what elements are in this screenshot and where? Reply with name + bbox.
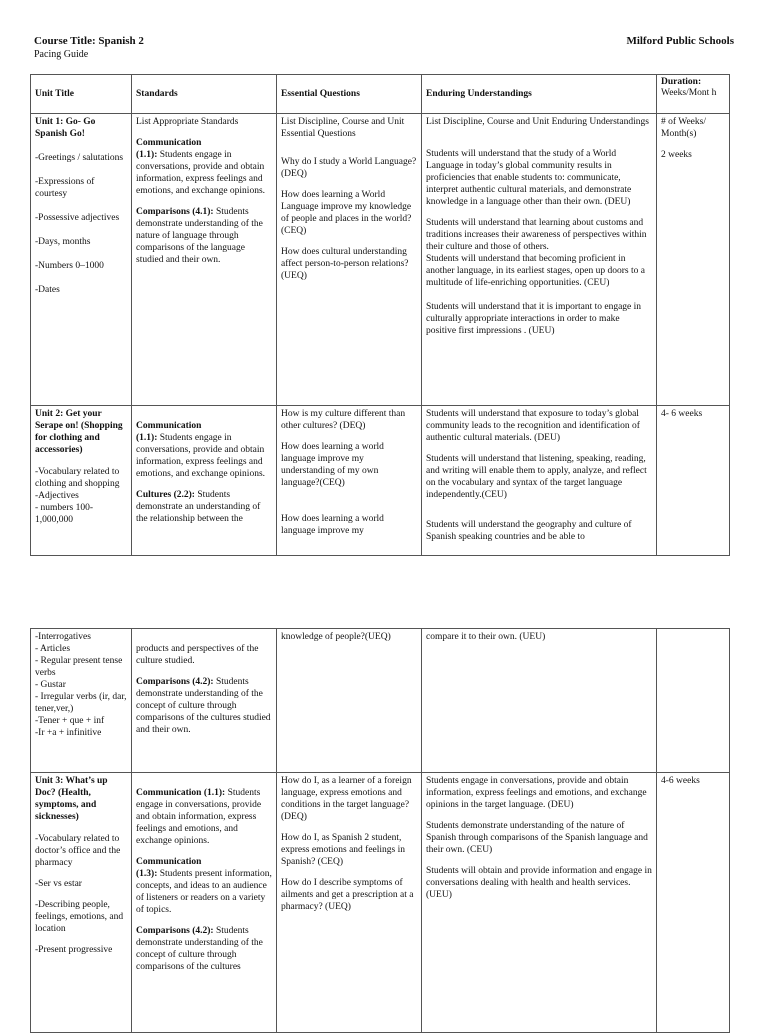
standard-text: Students engage in conversations, provide and obtain information, express feelings and emotions, and exchange opinions. bbox=[136, 150, 266, 196]
unit2-topic: -Adjectives bbox=[35, 491, 79, 501]
unit3-questions-cell bbox=[277, 773, 422, 1033]
unit1-comparisons bbox=[136, 206, 272, 266]
unit3-topic: -Present progressive bbox=[35, 945, 113, 955]
unit2-title-cell-cont bbox=[31, 629, 132, 773]
unit3-topic: -Ser vs estar bbox=[35, 879, 82, 889]
unit3-comparisons bbox=[136, 925, 272, 973]
unit2-topic: - Irregular verbs (ir, dar, tener,ver,) bbox=[35, 692, 127, 714]
course-title: Course Title: Spanish 2 bbox=[34, 35, 144, 47]
enduring-understanding: Students will understand that learning about customs and traditions increases their awareness of perspectives within their culture and those of others. bbox=[426, 218, 647, 252]
pacing-guide-label: Pacing Guide bbox=[34, 49, 89, 60]
pacing-table-page2 bbox=[30, 628, 730, 1033]
unit3-topic: -Describing people, feelings, emotions, and location bbox=[35, 900, 124, 934]
unit3-title: Unit 3: What’s up Doc? (Health, symptoms, and sicknesses) bbox=[35, 776, 108, 822]
unit2-topic: - numbers 100-1,000,000 bbox=[35, 503, 94, 525]
essential-question: How is my culture different than other cultures? (DEQ) bbox=[281, 409, 406, 431]
unit2-title-cell bbox=[31, 406, 132, 556]
comparisons-label: Comparisons (4.2): bbox=[136, 677, 214, 687]
table-row-unit2 bbox=[31, 406, 730, 556]
unit1-standards-cell bbox=[132, 114, 277, 406]
enduring-understanding: Students demonstrate understanding of the nature of Spanish through comparisons of the Spanish language and their own. (CEU) bbox=[426, 821, 648, 855]
unit2-topic: -Ir +a + infinitive bbox=[35, 728, 102, 738]
unit2-questions-cell bbox=[277, 406, 422, 556]
unit2-standards-cell bbox=[132, 406, 277, 556]
communication-label: Communication bbox=[136, 857, 202, 867]
unit1-topic: -Dates bbox=[35, 285, 60, 295]
unit2-topic: - Gustar bbox=[35, 680, 66, 690]
standard-text: products and perspectives of the culture studied. bbox=[136, 644, 259, 666]
enduring-understanding: Students will understand that listening, speaking, reading, and writing will enable them to apply, analyze, and reflect on the vocabulary and syntax of the target language independently.(CEU) bbox=[426, 454, 647, 500]
unit2-questions-cell-cont bbox=[277, 629, 422, 773]
standard-text: Students demonstrate understanding of the nature of language through comparisons of the language studied and their own. bbox=[136, 207, 263, 265]
essential-question: knowledge of people?(UEQ) bbox=[281, 632, 391, 642]
comparisons-label: Comparisons (4.1): bbox=[136, 207, 214, 217]
unit3-title-cell bbox=[31, 773, 132, 1033]
duration-value: 4-6 weeks bbox=[661, 776, 700, 786]
unit2-topic: - Articles bbox=[35, 644, 71, 654]
unit2-understandings-cell-cont bbox=[422, 629, 657, 773]
standard-code: (1.3): bbox=[136, 869, 158, 879]
col-standards: Standards bbox=[132, 75, 277, 114]
duration-value: 2 weeks bbox=[661, 150, 692, 160]
unit2-title: Unit 2: Get your Serape on! (Shopping for clothing and accessories) bbox=[35, 409, 123, 455]
enduring-understanding: Students will understand that exposure to today’s global community leads to the recognition and identification of authentic cultural materials. (DEU) bbox=[426, 409, 640, 443]
col-essential-questions: Essential Questions bbox=[277, 75, 422, 114]
unit1-questions-cell bbox=[277, 114, 422, 406]
unit1-topic: -Days, months bbox=[35, 237, 91, 247]
unit2-topic: -Interrogatives bbox=[35, 632, 91, 642]
unit1-eu-intro: List Discipline, Course and Unit Enduring Understandings bbox=[426, 117, 649, 127]
standard-code: (1.1): bbox=[136, 433, 158, 443]
essential-question: How does learning a world language improve my bbox=[281, 514, 384, 536]
essential-question: How does cultural understanding affect person-to-person relations? (UEQ) bbox=[281, 247, 409, 281]
page-header bbox=[34, 35, 734, 60]
comparisons-label: Comparisons (4.2): bbox=[136, 926, 214, 936]
pacing-table-page1 bbox=[30, 74, 730, 556]
unit1-communication bbox=[136, 137, 272, 197]
unit1-duration-cell bbox=[657, 114, 730, 406]
table-header-row bbox=[31, 75, 730, 114]
unit1-eq-intro: List Discipline, Course and Unit Essential Questions bbox=[281, 117, 405, 139]
enduring-understanding: Students will obtain and provide information and engage in conversations dealing with health and health services. (UEU) bbox=[426, 866, 652, 900]
unit1-topic: -Numbers 0–1000 bbox=[35, 261, 104, 271]
unit1-topic: -Greetings / salutations bbox=[35, 153, 124, 163]
essential-question: How do I, as a learner of a foreign language, express emotions and conditions in the target language? (DEQ) bbox=[281, 776, 412, 822]
enduring-understanding: compare it to their own. (UEU) bbox=[426, 632, 546, 642]
unit1-topic: -Expressions of courtesy bbox=[35, 177, 95, 199]
table-row-unit1 bbox=[31, 114, 730, 406]
standard-code: (1.1): bbox=[136, 150, 158, 160]
unit3-duration-cell bbox=[657, 773, 730, 1033]
unit3-topic: -Vocabulary related to doctor’s office and the pharmacy bbox=[35, 834, 121, 868]
enduring-understanding: Students will understand that the study of a World Language in today’s global community results in proficiencies that enable students to: communicate, interpret authentic cultural materials, and demonstrate knowledge in a language other than their own. (DEU) bbox=[426, 149, 632, 207]
unit1-title: Unit 1: Go- Go Spanish Go! bbox=[35, 117, 96, 139]
school-name: Milford Public Schools bbox=[626, 35, 734, 47]
unit2-topic: -Tener + que + inf bbox=[35, 716, 105, 726]
communication-label: Communication (1.1): bbox=[136, 788, 226, 798]
standard-text: Students engage in conversations, provide and obtain information, express feelings and emotions, and exchange opinions. bbox=[136, 433, 266, 479]
duration-value: 4- 6 weeks bbox=[661, 409, 703, 419]
essential-question: How do I, as Spanish 2 student, express emotions and feelings in Spanish? (CEQ) bbox=[281, 833, 406, 867]
essential-question: Why do I study a World Language? (DEQ) bbox=[281, 157, 417, 179]
unit2-topic: - Regular present tense verbs bbox=[35, 656, 123, 678]
cultures-label: Cultures (2.2): bbox=[136, 490, 195, 500]
unit2-cultures bbox=[136, 489, 272, 525]
unit2-communication bbox=[136, 420, 272, 480]
standard-text: Students demonstrate understanding of the concept of culture through comparisons of the cultures bbox=[136, 926, 263, 972]
col-unit-title: Unit Title bbox=[31, 75, 132, 114]
unit1-topic: -Possessive adjectives bbox=[35, 213, 120, 223]
col-duration bbox=[657, 75, 730, 114]
essential-question: How do I describe symptoms of ailments and get a prescription at a pharmacy? (UEQ) bbox=[281, 878, 414, 912]
enduring-understanding: Students will understand that it is important to engage in culturally appropriate interactions in order to make positive first impressions . (UEU) bbox=[426, 302, 642, 336]
communication-label: Communication bbox=[136, 138, 202, 148]
communication-label: Communication bbox=[136, 421, 202, 431]
table-row-unit3 bbox=[31, 773, 730, 1033]
unit3-understandings-cell bbox=[422, 773, 657, 1033]
standard-text: Students engage in conversations, provide and obtain information, express feelings and emotions, and exchange opinions. bbox=[136, 788, 262, 846]
enduring-understanding: Students will understand that becoming proficient in another language, in its earliest stages, open up doors to a multitude of life-enriching opportunities. (CEU) bbox=[426, 254, 645, 288]
unit2-understandings-cell bbox=[422, 406, 657, 556]
unit3-standards-cell bbox=[132, 773, 277, 1033]
unit1-understandings-cell bbox=[422, 114, 657, 406]
essential-question: How does learning a World Language improve my knowledge of people and places in the world? (CEQ) bbox=[281, 190, 412, 236]
enduring-understanding: Students engage in conversations, provide and obtain information, express feelings and emotions, and exchange opinions in the target language. (DEU) bbox=[426, 776, 647, 810]
standard-text: Students present information, concepts, and ideas to an audience of listeners or readers on a variety of topics. bbox=[136, 869, 272, 915]
unit3-communication bbox=[136, 787, 272, 847]
essential-question: How does learning a world language improve my understanding of my own language?(CEQ) bbox=[281, 442, 384, 488]
unit3-communication-2 bbox=[136, 856, 272, 916]
unit2-topic: -Vocabulary related to clothing and shopping bbox=[35, 467, 120, 489]
unit1-title-cell bbox=[31, 114, 132, 406]
col-enduring-understandings: Enduring Understandings bbox=[422, 75, 657, 114]
unit2-duration-cell-cont bbox=[657, 629, 730, 773]
col-duration-label: Duration: bbox=[661, 77, 702, 87]
standard-text: Students demonstrate understanding of the concept of culture through comparisons of the cultures studied and their own. bbox=[136, 677, 271, 735]
enduring-understanding: Students will understand the geography and culture of Spanish speaking countries and be able to bbox=[426, 520, 632, 542]
unit2-duration-cell bbox=[657, 406, 730, 556]
unit1-standards-intro: List Appropriate Standards bbox=[136, 117, 239, 127]
standard-text: Students demonstrate an understanding of the relationship between the bbox=[136, 490, 261, 524]
col-duration-units: Weeks/Mont h bbox=[661, 88, 717, 98]
unit2-standards-cell-cont bbox=[132, 629, 277, 773]
unit2-comparisons bbox=[136, 676, 272, 736]
table-row-unit2-cont bbox=[31, 629, 730, 773]
duration-intro: # of Weeks/ Month(s) bbox=[661, 117, 706, 139]
